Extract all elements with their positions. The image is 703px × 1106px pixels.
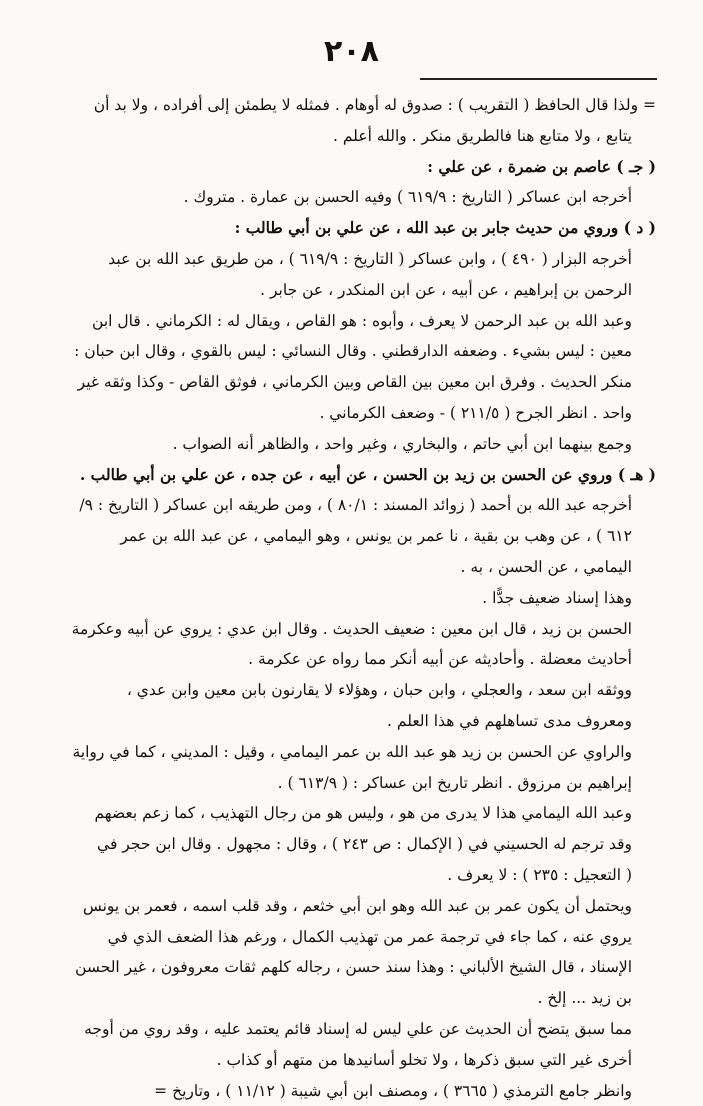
text-line: والراوي عن الحسن بن زيد هو عبد الله بن عمر اليمامي ، وقيل : المديني ، كما في رواية (42, 737, 656, 768)
text-line: بن زيد ... إلخ . (42, 983, 656, 1014)
text-line: ( التعجيل : ٢٣٥ ) : لا يعرف . (42, 860, 656, 891)
text-line: اليمامي ، عن الحسن ، به . (42, 552, 656, 583)
text-line: يتابع ، ولا متابع هنا فالطريق منكر . والله أعلم . (42, 121, 656, 152)
section-heading-jim: ( جـ ) عاصم بن ضمرة ، عن علي : (42, 152, 656, 183)
text-line: أخرجه البزار ( ٤٩٠ ) ، وابن عساكر ( التاريخ : ٦١٩/٩ ) ، من طريق عبد الله بن عبد (42, 244, 656, 275)
text-line: وعبد الله بن عبد الرحمن لا يعرف ، وأبوه : هو القاص ، ويقال له : الكرماني . قال ابن (42, 306, 656, 337)
text-line: إبراهيم بن مرزوق . انظر تاريخ ابن عساكر : ( ٦١٣/٩ ) . (42, 768, 656, 799)
text-line: = ولذا قال الحافظ ( التقريب ) : صدوق له أوهام . فمثله لا يطمئن إلى أفراده ، ولا بد أن (42, 90, 656, 121)
text-line: منكر الحديث . وفرق ابن معين بين القاص وبين الكرماني ، فوثق القاص - وكذا وثقه غير (42, 367, 656, 398)
text-line: مما سبق يتضح أن الحديث عن علي ليس له إسناد قائم يعتمد عليه ، وقد روي من أوجه (42, 1014, 656, 1045)
page-number: ٢٠٨ (0, 34, 703, 69)
text-line: أخرجه عبد الله بن أحمد ( زوائد المسند : ٨٠/١ ) ، ومن طريقه ابن عساكر ( التاريخ : ٩/ (42, 490, 656, 521)
text-line: معين : ليس بشيء . وضعفه الدارقطني . وقال النسائي : ليس بالقوي ، وقال ابن حبان : (42, 336, 656, 367)
text-line: أخرى غير التي سبق ذكرها ، ولا تخلو أسانيدها من متهم أو كذاب . (42, 1045, 656, 1076)
text-line: يروي عنه ، كما جاء في ترجمة عمر من تهذيب الكمال ، ورغم هذا الضعف الذي في (42, 922, 656, 953)
text-line: واحد . انظر الجرح ( ٢١١/٥ ) - وضعف الكرماني . (42, 398, 656, 429)
text-line: وعبد الله اليمامي هذا لا يدرى من هو ، وليس هو من رجال التهذيب ، كما زعم بعضهم (42, 798, 656, 829)
text-line: وجمع بينهما ابن أبي حاتم ، والبخاري ، وغير واحد ، والظاهر أنه الصواب . (42, 429, 656, 460)
header-rule (420, 78, 657, 80)
text-line: أحاديث معضلة . وأحاديثه عن أبيه أنكر مما رواه عن عكرمة . (42, 644, 656, 675)
text-line: أخرجه ابن عساكر ( التاريخ : ٦١٩/٩ ) وفيه الحسن بن عمارة . متروك . (42, 182, 656, 213)
text-line: الرحمن بن إبراهيم ، عن أبيه ، عن ابن المنكدر ، عن جابر . (42, 275, 656, 306)
text-line: الإسناد ، قال الشيخ الألباني : وهذا سند حسن ، رجاله كلهم ثقات معروفون ، غير الحسن (42, 952, 656, 983)
text-line-continued: وانظر جامع الترمذي ( ٣٦٦٥ ) ، ومصنف ابن أبي شيبة ( ١١/١٢ ) ، وتاريخ = (42, 1076, 656, 1106)
text-line: ٦١٢ ) ، عن وهب بن بقية ، نا عمر بن يونس ، وهو اليمامي ، عن عبد الله بن عمر (42, 521, 656, 552)
section-heading-dal: ( د ) وروي من حديث جابر بن عبد الله ، عن علي بن أبي طالب : (42, 213, 656, 244)
text-line: ويحتمل أن يكون عمر بن عبد الله وهو ابن أبي خثعم ، وقد قلب اسمه ، فعمر بن يونس (42, 891, 656, 922)
footnote-body (42, 90, 656, 1106)
text-line: ووثقه ابن سعد ، والعجلي ، وابن حبان ، وهؤلاء لا يقارنون بابن معين وابن عدي ، (42, 675, 656, 706)
section-heading-ha: ( هـ ) وروي عن الحسن بن زيد بن الحسن ، عن أبيه ، عن جده ، عن علي بن أبي طالب . (42, 460, 656, 491)
text-line: الحسن بن زيد ، قال ابن معين : ضعيف الحديث . وقال ابن عدي : يروي عن أبيه وعكرمة (42, 614, 656, 645)
text-line: وهذا إسناد ضعيف جدًّا . (42, 583, 656, 614)
text-line: وقد ترجم له الحسيني في ( الإكمال : ص ٢٤٣ ) ، وقال : مجهول . وقال ابن حجر في (42, 829, 656, 860)
text-line: ومعروف مدى تساهلهم في هذا العلم . (42, 706, 656, 737)
